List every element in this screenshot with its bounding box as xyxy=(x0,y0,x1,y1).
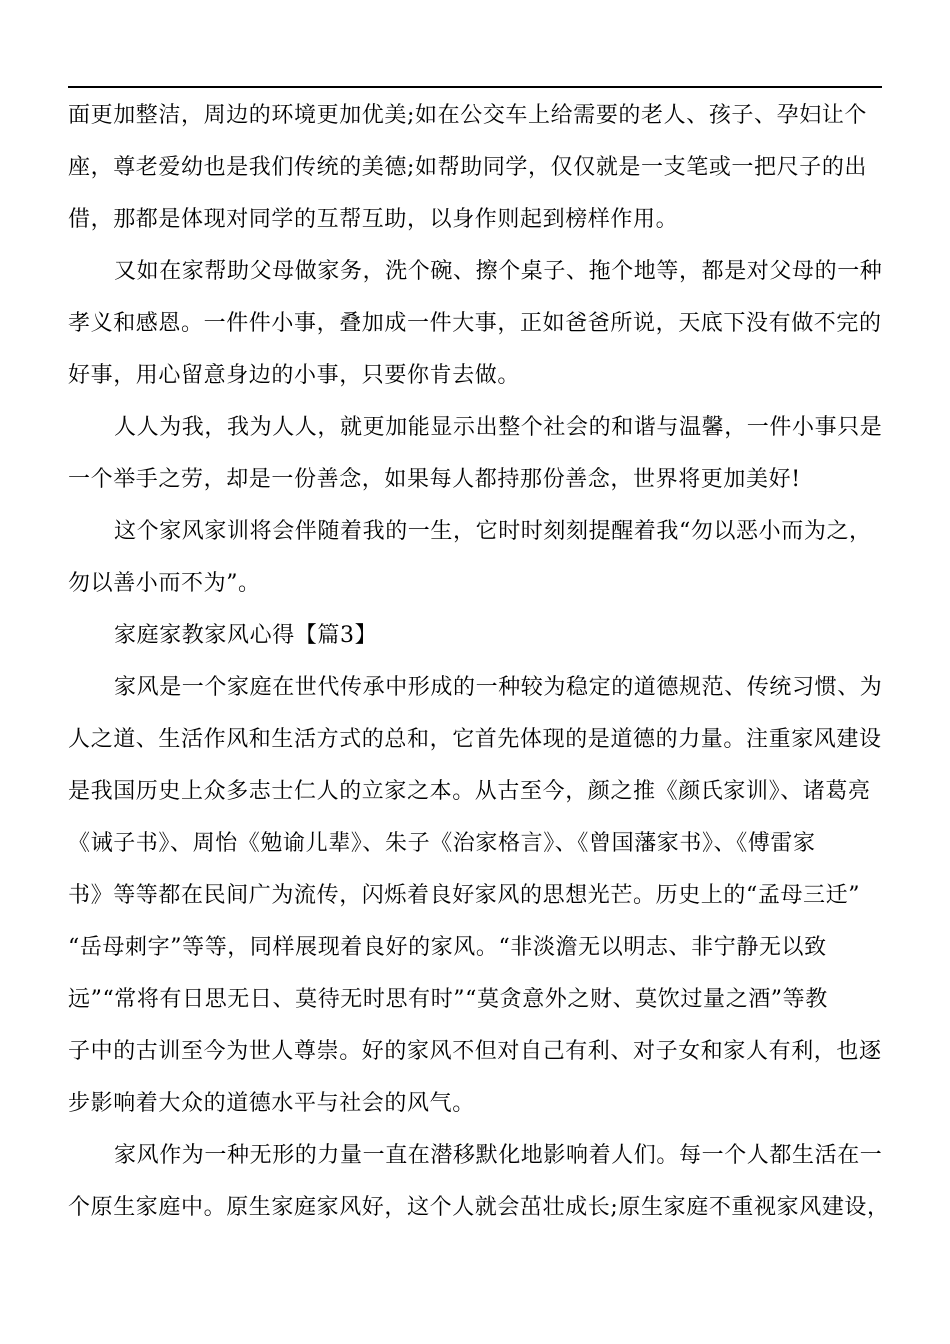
text-line: 书》等等都在民间广为流传，闪烁着良好家风的思想光芒。历史上的“孟母三迁” xyxy=(68,883,861,908)
paragraph-2 xyxy=(68,246,886,402)
paragraph-6 xyxy=(68,1130,890,1234)
header-rule xyxy=(68,86,882,88)
text-line: 子中的古训至今为世人尊崇。好的家风不但对自己有利、对子女和家人有利，也逐 xyxy=(68,1039,882,1064)
text-line: 座，尊老爱幼也是我们传统的美德;如帮助同学，仅仅就是一支笔或一把尺子的出 xyxy=(68,155,868,180)
text-line: 步影响着大众的道德水平与社会的风气。 xyxy=(68,1091,475,1116)
section-title: 家庭家教家风心得【篇3】 xyxy=(114,623,378,648)
text-line: 好事，用心留意身边的小事，只要你肯去做。 xyxy=(68,363,521,388)
text-line: 又如在家帮助父母做家务，洗个碗、擦个桌子、拖个地等，都是对父母的一种 xyxy=(114,259,883,284)
text-line: 人之道、生活作风和生活方式的总和，它首先体现的是道德的力量。注重家风建设 xyxy=(68,727,882,752)
text-line: 人人为我，我为人人，就更加能显示出整个社会的和谐与温馨，一件小事只是 xyxy=(114,415,883,440)
paragraph-5 xyxy=(68,662,886,1130)
text-line: 《诫子书》、周怡《勉谕儿辈》、朱子《治家格言》、《曾国藩家书》、《傅雷家 xyxy=(68,831,816,856)
text-line: 勿以善小而不为”。 xyxy=(68,571,261,596)
paragraph-1 xyxy=(68,90,886,246)
text-line: 一个举手之劳，却是一份善念，如果每人都持那份善念，世界将更加美好! xyxy=(68,467,801,492)
text-line: 个原生家庭中。原生家庭家风好，这个人就会茁壮成长;原生家庭不重视家风建设， xyxy=(68,1195,890,1220)
paragraph-3 xyxy=(68,402,886,506)
section-heading xyxy=(68,610,886,662)
paragraph-4 xyxy=(68,506,886,610)
text-line: 家风作为一种无形的力量一直在潜移默化地影响着人们。每一个人都生活在一 xyxy=(114,1143,883,1168)
text-line: 借，那都是体现对同学的互帮互助，以身作则起到榜样作用。 xyxy=(68,207,679,232)
text-line: 孝义和感恩。一件件小事，叠加成一件大事，正如爸爸所说，天底下没有做不完的 xyxy=(68,311,882,336)
text-line: 这个家风家训将会伴随着我的一生，它时时刻刻提醒着我“勿以恶小而为之， xyxy=(114,519,872,544)
document-body xyxy=(68,92,890,1234)
text-line: 面更加整洁，周边的环境更加优美;如在公交车上给需要的老人、孩子、孕妇让个 xyxy=(68,103,868,128)
text-line: “岳母刺字”等等，同样展现着良好的家风。“非淡澹无以明志、非宁静无以致 xyxy=(68,935,827,960)
text-line: 远”“常将有日思无日、莫待无时思有时”“莫贪意外之财、莫饮过量之酒”等教 xyxy=(68,987,828,1012)
text-line: 是我国历史上众多志士仁人的立家之本。从古至今，颜之推《颜氏家训》、诸葛亮 xyxy=(68,779,871,804)
text-line: 家风是一个家庭在世代传承中形成的一种较为稳定的道德规范、传统习惯、为 xyxy=(114,675,883,700)
